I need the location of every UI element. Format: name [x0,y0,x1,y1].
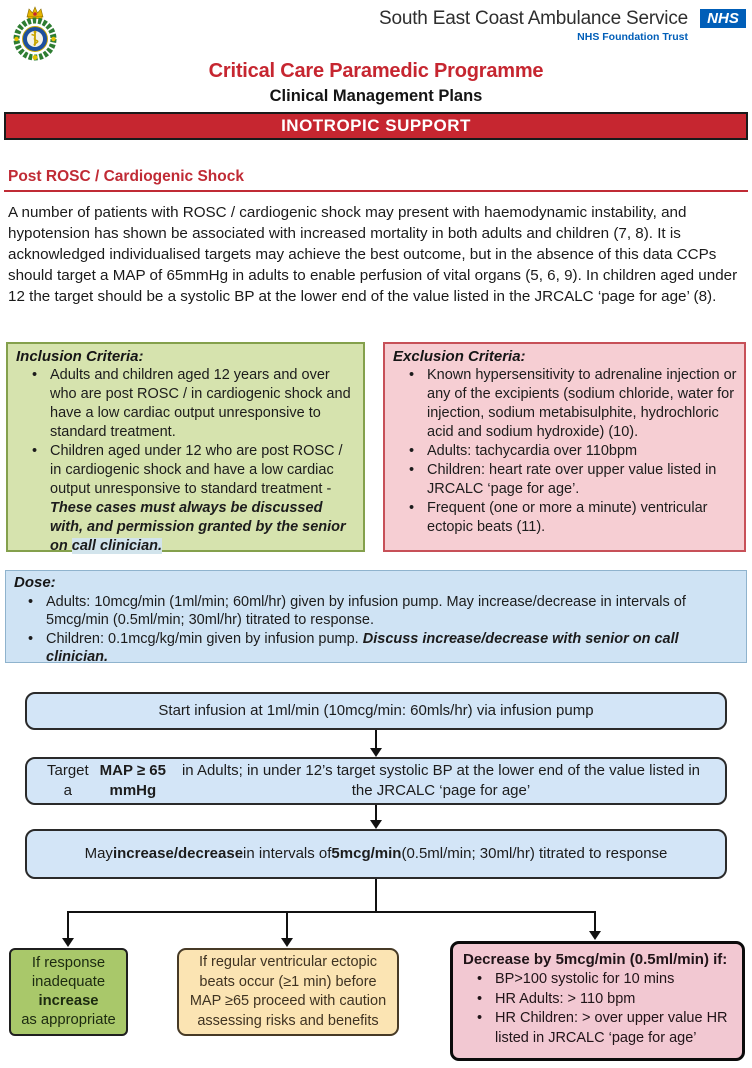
dose-list [14,593,738,667]
decrease-list [463,970,734,1048]
connector-drop-line [594,911,596,933]
subtitle: Clinical Management Plans [269,87,483,105]
exclusion-title: Exclusion Criteria: [393,348,526,365]
inclusion-list [16,366,357,556]
nhs-logo: NHS [700,9,746,28]
flow-step-titrate: May increase/decrease in intervals of 5mcg/min (0.5ml/min; 30ml/hr) titrated to response [25,829,727,879]
outcome-increase-box: If response inadequate increase as appropriate [9,948,128,1036]
exclusion-list [393,366,738,537]
list-item: • Adults: tachycardia over 110bpm [393,442,738,461]
inclusion-criteria-box [6,342,365,552]
flow-arrow-line [375,805,377,821]
org-name: South East Coast Ambulance Service [379,8,688,29]
connector-branch-line [67,911,596,913]
list-item: • Frequent (one or more a minute) ventricular ectopic beats (11). [393,499,738,537]
arrow-down-icon [370,748,382,757]
arrow-down-icon [281,938,293,947]
connector-drop-line [67,911,69,939]
dose-title: Dose: [14,574,56,591]
list-item: • Children: 0.1mcg/kg/min given by infusion pump. Discuss increase/decrease with senior on call clinician. [14,630,738,667]
outcome-decrease-box [450,941,745,1061]
programme-title: Critical Care Paramedic Programme [208,60,544,82]
intro-paragraph: A number of patients with ROSC / cardiogenic shock may present with haemodynamic instability, and hypotension has shown be associated with increased mortality in both adults and children (7, 8). It is acknowledged individualised targets may achieve the best outcome, but in the absence of this data CCPs should target a MAP of 65mmHg in adults to enable perfusion of vital organs (5, 6, 9). In children aged under 12 the target should be a systolic BP at the lower end of the value listed in the JRCALC ‘page for age’ (8). [8,204,738,305]
connector-stem-line [375,879,377,913]
connector-drop-line [286,911,288,939]
list-item: • BP>100 systolic for 10 mins [463,970,734,989]
outcome-caution-box: If regular ventricular ectopic beats occur (≥1 min) before MAP ≥65 proceed with caution assessing risks and benefits [177,948,399,1036]
dose-box [5,570,747,666]
flow-step-start-infusion: Start infusion at 1ml/min (10mcg/min: 60mls/hr) via infusion pump [25,692,727,730]
heading-divider [4,190,748,192]
list-item: • Known hypersensitivity to adrenaline injection or any of the excipients (sodium chloride, water for injection, sodium metabisulphite, hydrochloric acid and sodium hydroxide) (10). [393,366,738,442]
list-item: • HR Children: > over upper value HR listed in JRCALC ‘page for age’ [463,1009,734,1048]
trust-line: NHS Foundation Trust [577,31,688,43]
list-item: • Children aged under 12 who are post ROSC / in cardiogenic shock and have a low cardiac output unresponsive to standard treatment - These cases must always be discussed with, and permission granted by the senior on call clinician. [16,442,357,556]
section-heading: Post ROSC / Cardiogenic Shock [8,168,244,185]
arrow-down-icon [370,820,382,829]
arrow-down-icon [589,931,601,940]
list-item: • HR Adults: > 110 bpm [463,990,734,1009]
list-item: • Adults: 10mcg/min (1ml/min; 60ml/hr) given by infusion pump. May increase/decrease in intervals of 5mcg/min (0.5ml/min; 30ml/hr) titrated to response. [14,593,738,630]
flow-arrow-line [375,730,377,749]
list-item: • Children: heart rate over upper value listed in JRCALC ‘page for age’. [393,461,738,499]
exclusion-criteria-box [383,342,746,552]
list-item: • Adults and children aged 12 years and over who are post ROSC / in cardiogenic shock and have a low cardiac output unresponsive to standard treatment. [16,366,357,442]
arrow-down-icon [62,938,74,947]
flow-step-target-map: Target a MAP ≥ 65 mmHg in Adults; in under 12’s target systolic BP at the lower end of the value listed in the JRCALC ‘page for age’ [25,757,727,805]
inclusion-title: Inclusion Criteria: [16,348,144,365]
decrease-title: Decrease by 5mcg/min (0.5ml/min) if: [463,951,728,968]
ambulance-service-crest-logo [8,4,62,62]
banner-inotropic-support: INOTROPIC SUPPORT [4,112,748,140]
